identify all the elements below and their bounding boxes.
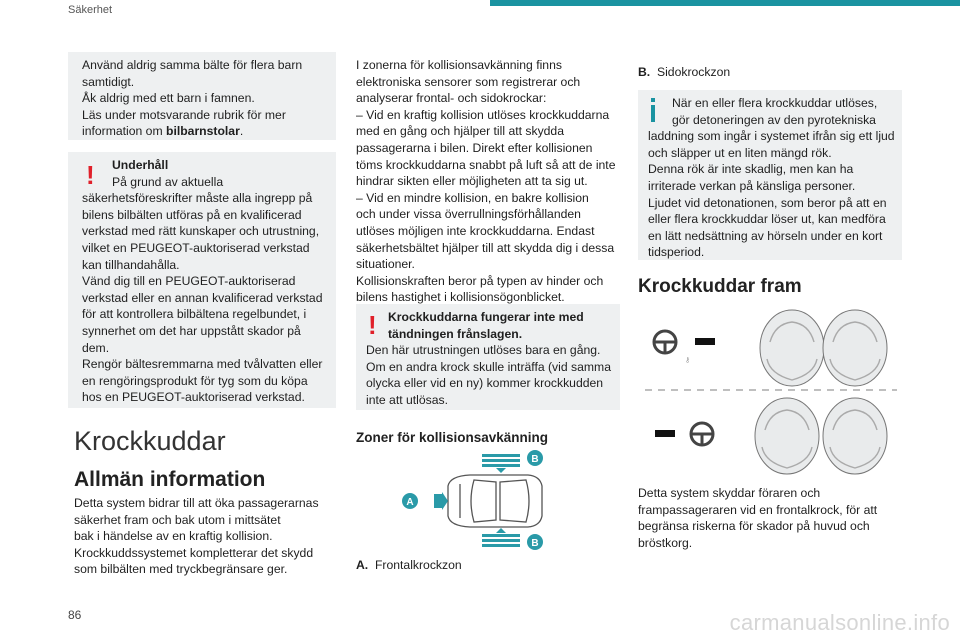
airbag-driver-icon <box>760 310 824 386</box>
airbag-driver-rhd-icon <box>823 398 887 474</box>
watermark: carmanualsonline.info <box>729 610 950 635</box>
warning-line: säkerhetsföreskrifter måste alla ingrepp på <box>82 191 313 206</box>
note-line: Använd aldrig samma bälte för flera barn <box>82 58 303 72</box>
text-line: med en gång och hjälper till att skydda <box>356 124 564 139</box>
info-line: När en eller flera krockkuddar utlöses, <box>672 96 878 110</box>
svg-text:A: A <box>406 497 414 508</box>
svg-text:B: B <box>531 538 539 549</box>
text-line: situationer. <box>356 257 415 272</box>
warning-line: vilket en PEUGEOT-auktoriserad verkstad <box>82 240 310 255</box>
warning-line: inte att utlösas. <box>366 392 448 407</box>
note-box-children <box>68 52 336 140</box>
subsection-title-front-airbags: Krockkuddar fram <box>638 276 802 297</box>
warning-line: Rengör bältesremmarna med tvålvatten eller <box>82 357 323 372</box>
text-line: Krockkuddssystemet kompletterar det skydd <box>74 545 314 560</box>
info-line: laddning som ingår i systemet ifrån sig ett ljud <box>648 129 895 144</box>
dashboard-rhd-icon <box>655 423 713 445</box>
text-line: passagerarna i bilen. Direkt efter kollisionen <box>356 140 593 155</box>
text-line: analyserar frontal- och sidokrockar: <box>356 91 547 106</box>
collision-zones-text <box>356 57 626 306</box>
warning-line: synnerhet om det har uppstått skador på <box>82 323 301 338</box>
text-line: hindrar sikten eller möjligheten att ta sig ut. <box>356 174 588 189</box>
warning-line: för att kontrollera bilbältena regelbundet, i <box>82 307 307 322</box>
text-line: – Vid en kraftig kollision utlöses krockkuddarna <box>356 107 610 122</box>
zones-title: Zoner för kollisionsavkänning <box>356 430 549 445</box>
warning-exclamation-icon: ! <box>368 310 377 340</box>
text-line: bak i händelse av en kraftig kollision. <box>74 529 273 544</box>
warning-title: Krockkuddarna fungerar inte med <box>388 310 584 324</box>
warning-line: verkstad eller en annan kvalificerad verkstad <box>82 290 323 305</box>
front-airbags-illustration <box>645 304 897 476</box>
text-line: Detta system bidrar till att öka passagerarnas <box>74 496 319 510</box>
warning-box-maintenance <box>68 152 336 408</box>
text-line: och under vissa överrullningsförhållanden <box>356 207 581 222</box>
text-line: säkerhet fram och bak utom i mittsätet <box>74 512 281 527</box>
label-a-badge <box>402 493 418 509</box>
warning-title: tändningen frånslagen. <box>388 326 523 341</box>
info-line: irriterade verkan på känsliga personer. <box>648 178 856 193</box>
bold-reference: bilbarnstolar <box>166 124 240 139</box>
info-icon <box>648 98 658 122</box>
text-line: bröstkorg. <box>638 535 693 550</box>
warning-line: Om en andra krock skulle inträffa (vid samma <box>366 359 611 374</box>
caption-front-zone: A. Frontalkrockzon <box>356 558 462 572</box>
info-line: tidsperiod. <box>648 245 705 260</box>
text-line: som bilbälten med tryckbegränsare ger. <box>74 562 288 577</box>
text-line: elektroniska sensorer som registrerar och <box>356 74 581 89</box>
note-line: samtidigt. <box>82 74 135 89</box>
text-line: Kollisionskraften beror på typen av hinder och <box>356 273 604 288</box>
warning-line: en rengöringsprodukt för tyg som du köpa <box>82 373 308 388</box>
warning-line: kan tillhandahålla. <box>82 257 180 272</box>
text-line: utlöses möjligen inte krockkuddarna. Endast <box>356 223 595 238</box>
warning-line: Den här utrustningen utlöses bara en gång. <box>366 343 601 358</box>
airbag-passenger-rhd-icon <box>755 398 819 474</box>
warning-box-ignition <box>356 304 620 410</box>
label-b-badge-bottom <box>527 534 543 550</box>
warning-title: Underhåll <box>112 158 169 172</box>
info-line: Ljudet vid detonationen, som beror på att en <box>648 195 887 210</box>
dashboard-lhd-icon <box>654 331 715 364</box>
general-info-text <box>74 495 344 578</box>
note-line: Läs under motsvarande rubrik för mer <box>82 107 286 122</box>
warning-line: Vänd dig till en PEUGEOT-auktoriserad <box>82 274 296 289</box>
side-arrows-top <box>482 454 520 473</box>
warning-line: olycka eller vid en ny) kommer krockkudden <box>366 376 604 391</box>
info-line: Denna rök är inte skadlig, men kan ha <box>648 162 854 177</box>
front-zone-indicator <box>434 492 448 510</box>
warning-line: dem. <box>82 340 110 355</box>
note-line: information om bilbarnstolar. <box>82 124 244 139</box>
info-box-detonation <box>638 90 902 260</box>
text-line: säkerhetsbältet hjälper till att skydda dig i dessa <box>356 240 615 255</box>
svg-text:B: B <box>531 454 539 465</box>
text-line: Detta system skyddar föraren och <box>638 486 821 500</box>
text-line: – Vid en mindre kollision, en bakre kollision <box>356 190 589 205</box>
warning-line: På grund av aktuella <box>112 174 224 189</box>
subsection-title-general: Allmän information <box>74 468 266 491</box>
page-number: 86 <box>68 608 82 622</box>
info-line: gör detoneringen av den pyrotekniska <box>672 112 876 127</box>
warning-line: verkstad med rätt kunskaper och utrustning, <box>82 224 320 239</box>
car-top-view-icon <box>448 475 542 527</box>
text-line: I zonerna för kollisionsavkänning finns <box>356 58 562 72</box>
text-line: begränsa riskerna för skador på huvud och <box>638 519 870 534</box>
front-airbags-text <box>638 485 908 551</box>
info-line: eller flera krockkuddar löser ut, kan medföra <box>648 212 886 227</box>
side-arrows-bottom <box>482 528 520 547</box>
info-line: en lätt nedsättning av hörseln under en kort <box>648 228 883 243</box>
warning-line: hos en PEUGEOT-auktoriserad verkstad. <box>82 390 305 405</box>
caption-side-zone: B. Sidokrockzon <box>638 65 731 79</box>
warning-exclamation-icon: ! <box>86 160 95 190</box>
header-section-title: Säkerhet <box>68 4 113 16</box>
warning-line: bilens bilbälten utföras på en kvalificerad <box>82 207 302 222</box>
svg-text:⚷: ⚷ <box>685 357 691 364</box>
text-line: frampassageraren vid en frontalkrock, för att <box>638 502 878 517</box>
airbag-passenger-icon <box>823 310 887 386</box>
collision-zones-diagram <box>400 446 550 554</box>
text-line: töms krockkuddarna snabbt på luft så att de inte <box>356 157 616 172</box>
note-line: Åk aldrig med ett barn i famnen. <box>82 91 255 106</box>
section-title-airbags: Krockkuddar <box>74 426 226 456</box>
info-line: och släpper ut en liten mängd rök. <box>648 145 832 160</box>
text-line: bilens hastighet i kollisionsögonblicket. <box>356 290 565 305</box>
header-accent-bar <box>490 0 960 6</box>
label-b-badge-top <box>527 450 543 466</box>
